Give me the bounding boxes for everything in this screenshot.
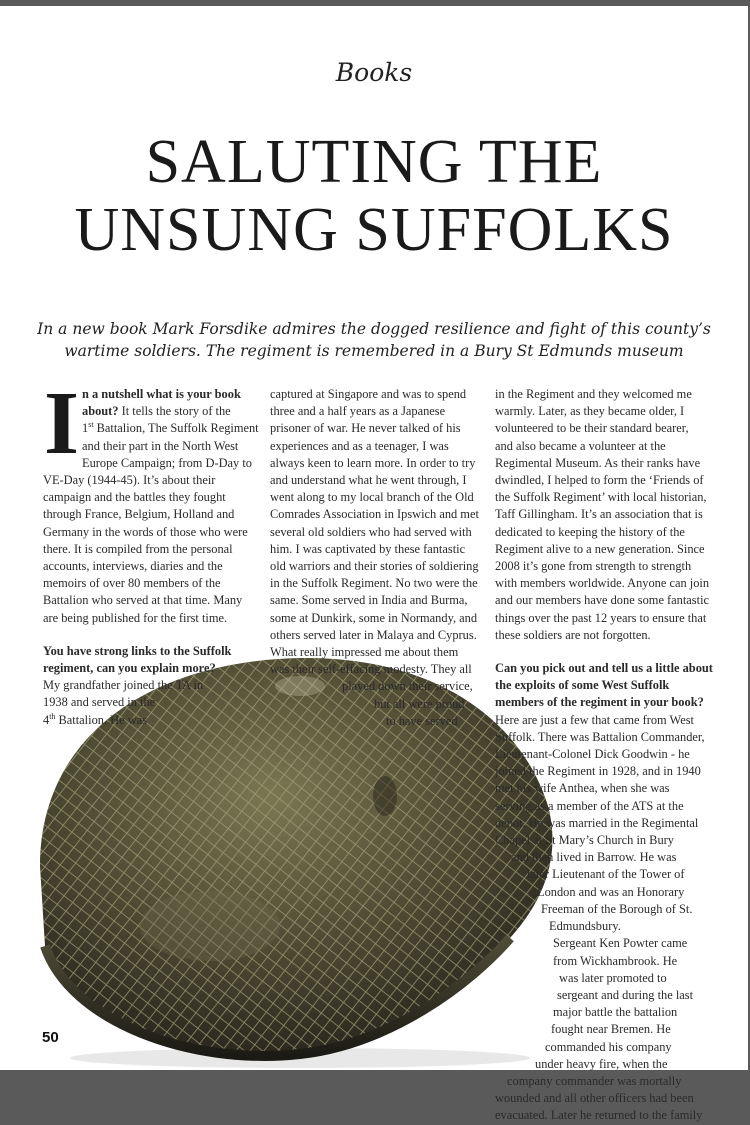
- text-line: [82, 386, 259, 403]
- text-line: [82, 420, 259, 437]
- text-line: met his wife Anthea, when she was: [495, 781, 670, 796]
- text-line: Taff Gillingham. It’s an association that is: [495, 507, 703, 522]
- text-line: fought near Bremen. He: [551, 1022, 671, 1037]
- text-line: him. I was captivated by these fantastic: [270, 541, 466, 556]
- question-line: members of the regiment in your book?: [495, 695, 704, 710]
- text-line: sergeant and during the last: [557, 987, 694, 1002]
- text-line: Battalion who served at that time. Many: [43, 593, 243, 608]
- text-line: some at Dunkirk, some in Normandy, and: [270, 610, 478, 625]
- text-line: dwindled, I helped to form the ‘Friends of: [495, 473, 704, 488]
- text-line: Regiment alive to a new generation. Since: [495, 541, 705, 556]
- ordinal: th: [49, 711, 56, 721]
- text-line: Germany in the words of those who were: [43, 524, 248, 539]
- standfirst-line-2: wartime soldiers. The regiment is remembered in a Bury St Edmunds museum: [64, 342, 684, 360]
- text-line: [43, 712, 248, 729]
- column-2: [270, 386, 479, 730]
- text-line: three and a half years as a Japanese: [270, 404, 446, 419]
- ordinal: st: [88, 420, 94, 430]
- text-line: memoirs of over 80 members of the: [43, 576, 221, 591]
- text-line: later Lieutenant of the Tower of: [527, 867, 685, 882]
- standfirst-line-1: In a new book Mark Forsdike admires the dogged resilience and fight of this county’s: [37, 320, 711, 338]
- question-text: n a nutshell what is your book: [82, 387, 241, 401]
- text-line: played down their service,: [342, 679, 473, 694]
- text-line: Europe Campaign; from D-Day to: [82, 455, 252, 470]
- text-line: 1938 and served in the: [43, 695, 156, 710]
- text-line: captured at Singapore and was to spend: [270, 387, 467, 401]
- text-line: experiences and as a teenager, I was: [270, 438, 449, 453]
- question-line: regiment, can you explain more?: [43, 661, 216, 676]
- text-line: Chapel at St Mary’s Church in Bury: [495, 833, 674, 848]
- text-line: to have served: [386, 713, 458, 728]
- text-line: but all were proud: [374, 696, 465, 711]
- question-text: about?: [82, 404, 119, 419]
- text-line: others served later in Malaya and Cyprus.: [270, 627, 477, 642]
- text-line: under heavy fire, when the: [535, 1056, 668, 1071]
- body-text: Battalion, The Suffolk Regiment: [93, 421, 259, 436]
- drop-cap: I: [44, 374, 80, 473]
- text-line: several old soldiers who had served with: [270, 524, 472, 539]
- text-line: What really impressed me about them: [270, 645, 459, 660]
- text-line: 2008 it’s gone from strength to strength: [495, 559, 692, 574]
- body-text: Battalion. He was: [55, 712, 147, 727]
- text-line: volunteered to be their standard bearer,: [495, 421, 689, 436]
- text-line: things over the past 12 years to ensure that: [495, 610, 707, 625]
- text-line: was their self-effacing modesty. They all: [270, 662, 472, 677]
- text-line: and understand what he went through, I: [270, 473, 467, 488]
- column-1-cont: [43, 472, 248, 729]
- headline-line-2: UNSUNG SUFFOLKS: [74, 196, 674, 264]
- text-line: joined the Regiment in 1928, and in 1940: [495, 764, 701, 779]
- text-line: there. It is compiled from the personal: [43, 541, 233, 556]
- headline: [20, 128, 728, 264]
- text-line: evacuated. Later he returned to the family: [495, 1108, 703, 1123]
- text-line: and also became a volunteer at the: [495, 438, 666, 453]
- text-line: in the Regiment and they welcomed me: [495, 387, 692, 401]
- text-line: prisoner of war. He never talked of his: [270, 421, 461, 436]
- section-tag: Books: [335, 58, 413, 87]
- text-line: Regimental Museum. As their ranks have: [495, 455, 701, 470]
- text-line: major battle the battalion: [553, 1005, 678, 1020]
- column-3: [495, 386, 713, 1125]
- text-line: the Suffolk Regiment’ with local historian,: [495, 490, 707, 505]
- text-line: depot. He was married in the Regimental: [495, 815, 699, 830]
- text-line: and their part in the North West: [82, 438, 239, 453]
- headline-line-1: SALUTING THE: [145, 128, 603, 196]
- text-line: Freeman of the Borough of St.: [541, 901, 693, 916]
- text-line: dedicated to keeping the history of the: [495, 524, 685, 539]
- text-line: Edmundsbury.: [549, 919, 621, 934]
- text-line: warmly. Later, as they became older, I: [495, 404, 685, 419]
- question-line: You have strong links to the Suffolk: [43, 643, 232, 658]
- text-line: are being published for the first time.: [43, 610, 228, 625]
- text-line: wounded and all other officers had been: [495, 1091, 694, 1106]
- text-line: [82, 403, 259, 420]
- body-text: It tells the story of the: [118, 404, 231, 419]
- text-line: Here are just a few that came from West: [495, 712, 694, 727]
- text-line: Lieutenant-Colonel Dick Goodwin - he: [495, 747, 690, 762]
- text-line: always keen to learn more. In order to try: [270, 455, 476, 470]
- question-line: the exploits of some West Suffolk: [495, 678, 670, 693]
- text-line: in the Suffolk Regiment. No two were the: [270, 576, 478, 591]
- text-line: from Wickhambrook. He: [553, 953, 678, 968]
- text-line: went along to my local branch of the Old: [270, 490, 474, 505]
- text-line: campaign and the battles they fought: [43, 490, 226, 505]
- text-line: same. Some served in India and Burma,: [270, 593, 468, 608]
- text-line: and our members have done some fantastic: [495, 593, 710, 608]
- standfirst: [30, 318, 718, 362]
- magazine-page: [0, 6, 748, 1123]
- text-line: Comrades Association in Ipswich and met: [270, 507, 479, 522]
- text-line: through France, Belgium, Holland and: [43, 507, 235, 522]
- text-line: My grandfather joined the TA in: [43, 678, 204, 693]
- text-line: Sergeant Ken Powter came: [553, 936, 688, 951]
- text-line: was later promoted to: [559, 970, 667, 985]
- text-line: and then lived in Barrow. He was: [511, 850, 677, 865]
- text-line: Suffolk. There was Battalion Commander,: [495, 729, 705, 744]
- text-line: commanded his company: [545, 1039, 672, 1054]
- text-line: old warriors and their stories of soldiering: [270, 559, 479, 574]
- question-line: Can you pick out and tell us a little about: [495, 661, 713, 676]
- text-line: accounts, interviews, diaries and the: [43, 559, 223, 574]
- page-number: 50: [42, 1029, 59, 1046]
- text-line: these soldiers are not forgotten.: [495, 627, 651, 642]
- text-line: with members worldwide. Anyone can join: [495, 576, 710, 591]
- text-line: VE-Day (1944-45). It’s about their: [43, 473, 216, 487]
- text-line: London and was an Honorary: [537, 884, 685, 899]
- body-text: 1: [82, 421, 89, 436]
- text-line: serving as a member of the ATS at the: [495, 798, 684, 813]
- text-line: company commander was mortally: [507, 1073, 682, 1088]
- column-1: [82, 386, 259, 472]
- body-text: 4: [43, 712, 50, 727]
